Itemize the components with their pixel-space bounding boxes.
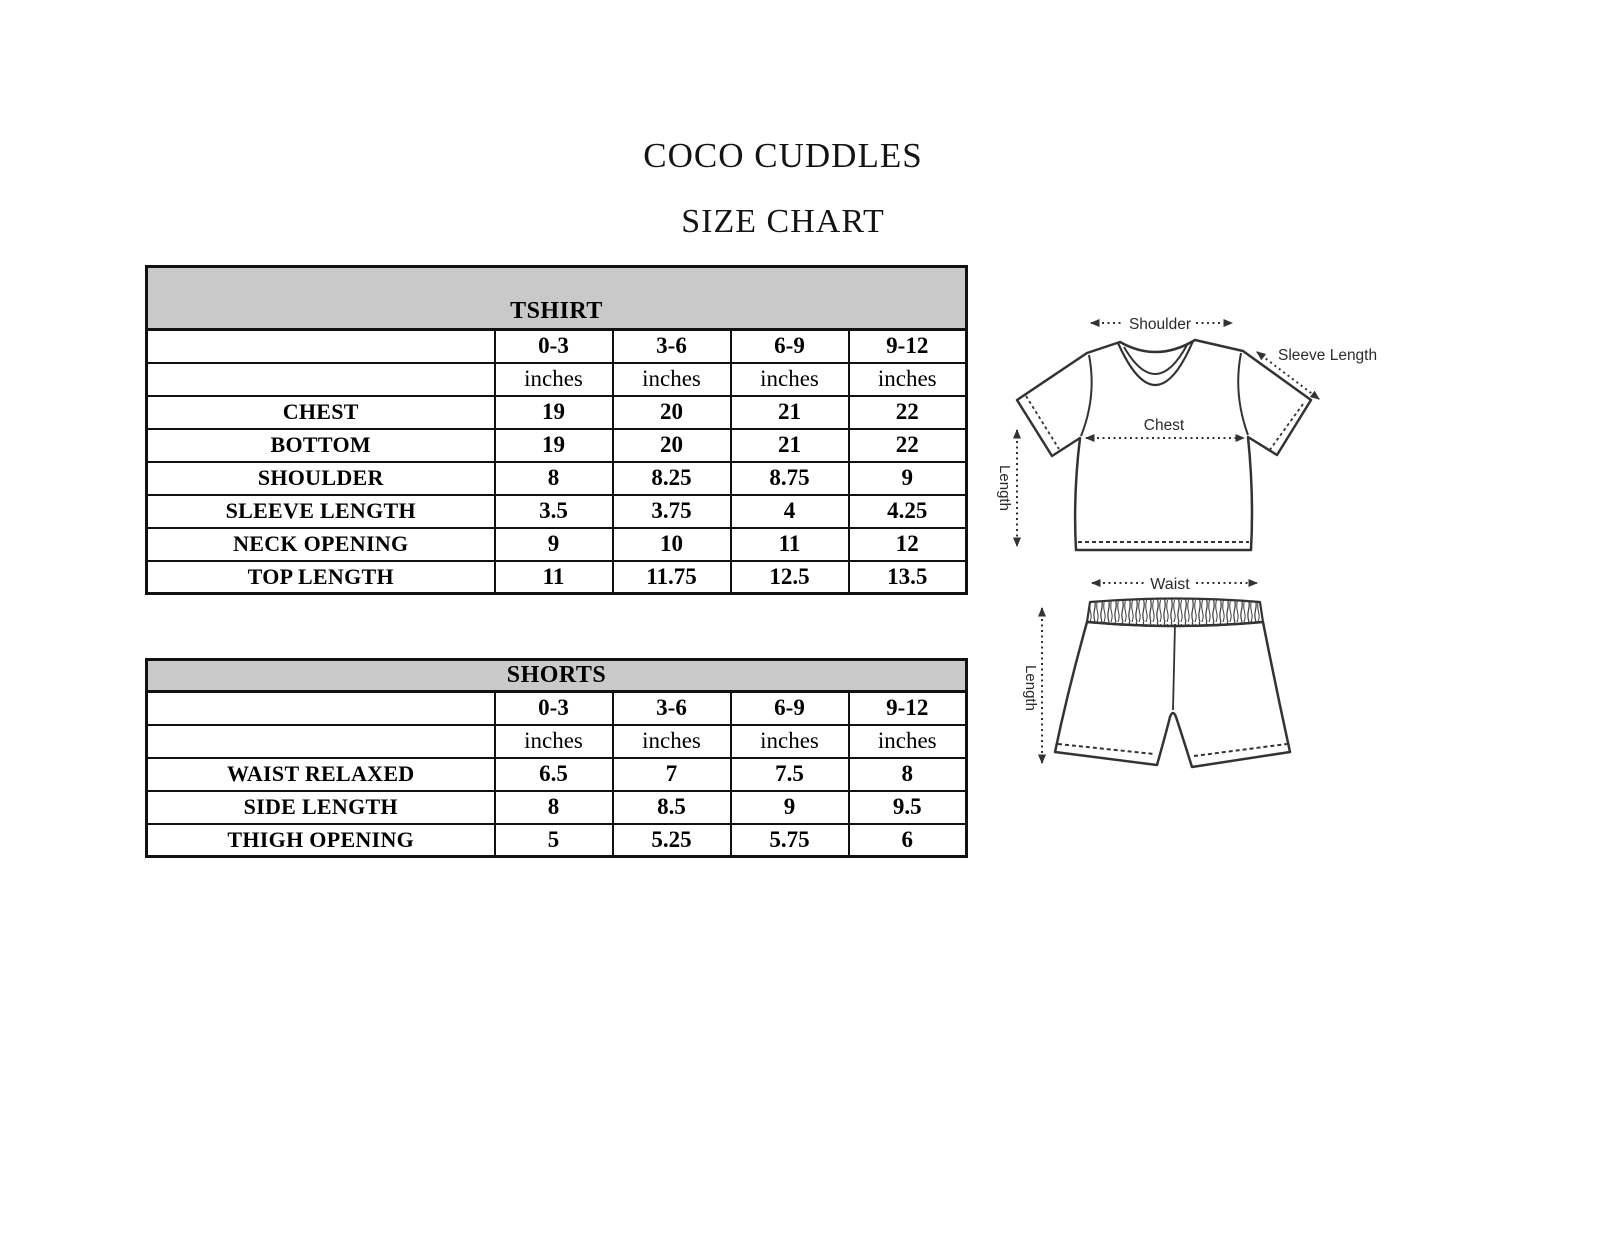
- table-row: [147, 824, 967, 857]
- value-cell: 11: [731, 528, 849, 561]
- size-cell: 6-9: [731, 692, 849, 725]
- value-cell: 22: [849, 429, 967, 462]
- value-cell: 5.25: [613, 824, 731, 857]
- chest-label: Chest: [1143, 417, 1185, 434]
- row-label: BOTTOM: [147, 429, 495, 462]
- value-cell: 8.75: [731, 462, 849, 495]
- table-row: [147, 791, 967, 824]
- table-row: [147, 495, 967, 528]
- value-cell: 9: [731, 791, 849, 824]
- table-row: [147, 396, 967, 429]
- row-label: SHOULDER: [147, 462, 495, 495]
- unit-cell: inches: [613, 725, 731, 758]
- table-row: [147, 758, 967, 791]
- value-cell: 6.5: [495, 758, 613, 791]
- size-cell: 3-6: [613, 692, 731, 725]
- value-cell: 11.75: [613, 561, 731, 594]
- shorts-unit-row: [147, 725, 967, 758]
- tshirt-unit-row: [147, 363, 967, 396]
- row-label: WAIST RELAXED: [147, 758, 495, 791]
- size-cell: 6-9: [731, 330, 849, 363]
- value-cell: 4.25: [849, 495, 967, 528]
- row-label: THIGH OPENING: [147, 824, 495, 857]
- tshirt-size-table: [145, 265, 968, 595]
- shorts-table-header-row: [147, 660, 967, 692]
- unit-cell: inches: [495, 725, 613, 758]
- empty-cell: [147, 363, 495, 396]
- waist-label: Waist: [1150, 576, 1190, 593]
- shorts-table-title: SHORTS: [147, 660, 967, 692]
- value-cell: 10: [613, 528, 731, 561]
- value-cell: 9: [849, 462, 967, 495]
- waistband: [1087, 599, 1263, 627]
- tshirt-size-row: [147, 330, 967, 363]
- value-cell: 5.75: [731, 824, 849, 857]
- value-cell: 12.5: [731, 561, 849, 594]
- row-label: SIDE LENGTH: [147, 791, 495, 824]
- table-row: [147, 462, 967, 495]
- value-cell: 19: [495, 396, 613, 429]
- value-cell: 7.5: [731, 758, 849, 791]
- value-cell: 21: [731, 429, 849, 462]
- value-cell: 19: [495, 429, 613, 462]
- value-cell: 9.5: [849, 791, 967, 824]
- sleeve-length-label: Sleeve Length: [1278, 347, 1378, 364]
- page-title: COCO CUDDLES: [643, 136, 923, 175]
- unit-cell: inches: [613, 363, 731, 396]
- empty-cell: [147, 692, 495, 725]
- row-label: TOP LENGTH: [147, 561, 495, 594]
- row-label: SLEEVE LENGTH: [147, 495, 495, 528]
- unit-cell: inches: [495, 363, 613, 396]
- value-cell: 13.5: [849, 561, 967, 594]
- value-cell: 21: [731, 396, 849, 429]
- value-cell: 6: [849, 824, 967, 857]
- shorts-size-table: [145, 658, 968, 858]
- value-cell: 22: [849, 396, 967, 429]
- value-cell: 4: [731, 495, 849, 528]
- empty-cell: [147, 725, 495, 758]
- size-cell: 9-12: [849, 330, 967, 363]
- shorts-size-row: [147, 692, 967, 725]
- value-cell: 9: [495, 528, 613, 561]
- size-cell: 3-6: [613, 330, 731, 363]
- value-cell: 5: [495, 824, 613, 857]
- size-cell: 9-12: [849, 692, 967, 725]
- row-label: NECK OPENING: [147, 528, 495, 561]
- value-cell: 7: [613, 758, 731, 791]
- table-row: [147, 429, 967, 462]
- size-cell: 0-3: [495, 330, 613, 363]
- value-cell: 8.5: [613, 791, 731, 824]
- shoulder-label: Shoulder: [1128, 316, 1192, 333]
- empty-cell: [147, 330, 495, 363]
- value-cell: 12: [849, 528, 967, 561]
- value-cell: 8: [849, 758, 967, 791]
- value-cell: 3.75: [613, 495, 731, 528]
- value-cell: 20: [613, 396, 731, 429]
- unit-cell: inches: [731, 725, 849, 758]
- row-label: CHEST: [147, 396, 495, 429]
- unit-cell: inches: [849, 363, 967, 396]
- value-cell: 8: [495, 462, 613, 495]
- unit-cell: inches: [731, 363, 849, 396]
- size-cell: 0-3: [495, 692, 613, 725]
- unit-cell: inches: [849, 725, 967, 758]
- value-cell: 3.5: [495, 495, 613, 528]
- value-cell: 8.25: [613, 462, 731, 495]
- value-cell: 20: [613, 429, 731, 462]
- value-cell: 11: [495, 561, 613, 594]
- length-label: Length: [996, 465, 1013, 511]
- table-row: [147, 528, 967, 561]
- value-cell: 8: [495, 791, 613, 824]
- table-row: [147, 561, 967, 594]
- length-label: Length: [1022, 665, 1039, 711]
- tshirt-table-title: TSHIRT: [147, 267, 967, 330]
- page-subtitle: SIZE CHART: [681, 203, 885, 240]
- tshirt-diagram: [960, 290, 1380, 590]
- shorts-diagram: [980, 550, 1320, 800]
- tshirt-table-header-row: [147, 267, 967, 330]
